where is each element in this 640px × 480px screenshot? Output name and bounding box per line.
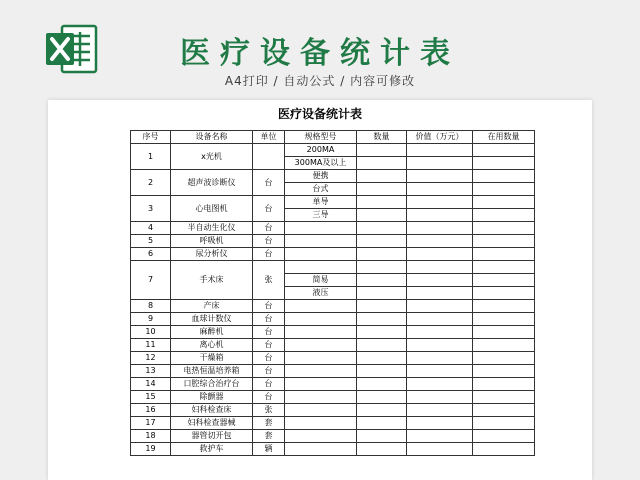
quantity-cell[interactable] [357, 352, 407, 365]
row-number-cell[interactable]: 3 [131, 196, 171, 222]
spec-cell[interactable] [285, 300, 357, 313]
spec-cell[interactable] [285, 404, 357, 417]
page-subtitle: A4打印 / 自动公式 / 内容可修改 [224, 74, 416, 88]
value-cell[interactable] [407, 183, 473, 196]
in-use-cell[interactable] [473, 261, 535, 274]
quantity-cell[interactable] [357, 248, 407, 261]
unit-cell[interactable]: 张 [253, 404, 285, 417]
unit-cell[interactable]: 台 [253, 222, 285, 235]
column-header[interactable]: 规格型号 [285, 131, 357, 144]
table-row [131, 170, 535, 183]
spec-cell[interactable] [285, 248, 357, 261]
column-header[interactable]: 单位 [253, 131, 285, 144]
quantity-cell[interactable] [357, 391, 407, 404]
value-cell[interactable] [407, 261, 473, 274]
row-number-cell[interactable]: 16 [131, 404, 171, 417]
spec-cell[interactable] [285, 443, 357, 456]
table-row [131, 352, 535, 365]
equipment-name-cell[interactable]: 呼吸机 [171, 235, 253, 248]
row-number-cell[interactable]: 19 [131, 443, 171, 456]
equipment-name-cell[interactable]: 血球计数仪 [171, 313, 253, 326]
in-use-cell[interactable] [473, 222, 535, 235]
unit-cell[interactable]: 台 [253, 352, 285, 365]
equipment-name-cell[interactable]: x光机 [171, 144, 253, 170]
header-row [131, 131, 535, 144]
banner-header [0, 0, 640, 100]
in-use-cell[interactable] [473, 326, 535, 339]
value-cell[interactable] [407, 313, 473, 326]
unit-cell[interactable]: 台 [253, 391, 285, 404]
unit-cell[interactable]: 套 [253, 417, 285, 430]
in-use-cell[interactable] [473, 365, 535, 378]
row-number-cell[interactable]: 14 [131, 378, 171, 391]
unit-cell[interactable]: 台 [253, 339, 285, 352]
quantity-cell[interactable] [357, 287, 407, 300]
sheet-title: 医疗设备统计表 [277, 107, 362, 121]
table-row [131, 300, 535, 313]
spec-cell[interactable] [285, 378, 357, 391]
row-number-cell[interactable]: 11 [131, 339, 171, 352]
unit-cell[interactable]: 台 [253, 170, 285, 196]
table-row [131, 196, 535, 209]
equipment-name-cell[interactable]: 心电图机 [171, 196, 253, 222]
quantity-cell[interactable] [357, 339, 407, 352]
unit-cell[interactable]: 台 [253, 365, 285, 378]
in-use-cell[interactable] [473, 235, 535, 248]
quantity-cell[interactable] [357, 222, 407, 235]
row-number-cell[interactable]: 18 [131, 430, 171, 443]
unit-cell[interactable]: 台 [253, 378, 285, 391]
table-row [131, 248, 535, 261]
column-header[interactable]: 设备名称 [171, 131, 253, 144]
spec-cell[interactable] [285, 391, 357, 404]
quantity-cell[interactable] [357, 183, 407, 196]
value-cell[interactable] [407, 157, 473, 170]
row-number-cell[interactable]: 17 [131, 417, 171, 430]
quantity-cell[interactable] [357, 365, 407, 378]
equipment-table [130, 130, 535, 456]
spec-cell[interactable] [285, 365, 357, 378]
in-use-cell[interactable] [473, 417, 535, 430]
equipment-name-cell[interactable]: 手术床 [171, 261, 253, 300]
unit-cell[interactable]: 台 [253, 313, 285, 326]
equipment-name-cell[interactable]: 除颤器 [171, 391, 253, 404]
unit-cell[interactable]: 张 [253, 261, 285, 300]
value-cell[interactable] [407, 144, 473, 157]
spec-cell[interactable]: 三导 [285, 209, 357, 222]
value-cell[interactable] [407, 235, 473, 248]
unit-cell[interactable]: 台 [253, 235, 285, 248]
in-use-cell[interactable] [473, 300, 535, 313]
equipment-name-cell[interactable]: 尿分析仪 [171, 248, 253, 261]
spec-cell[interactable] [285, 326, 357, 339]
unit-cell[interactable]: 套 [253, 430, 285, 443]
spec-cell[interactable] [285, 352, 357, 365]
in-use-cell[interactable] [473, 157, 535, 170]
quantity-cell[interactable] [357, 209, 407, 222]
quantity-cell[interactable] [357, 404, 407, 417]
spreadsheet-page [48, 100, 592, 480]
quantity-cell[interactable] [357, 300, 407, 313]
row-number-cell[interactable]: 12 [131, 352, 171, 365]
spec-cell[interactable]: 单导 [285, 196, 357, 209]
value-cell[interactable] [407, 404, 473, 417]
in-use-cell[interactable] [473, 313, 535, 326]
equipment-name-cell[interactable]: 干燥箱 [171, 352, 253, 365]
equipment-name-cell[interactable]: 器管切开包 [171, 430, 253, 443]
equipment-name-cell[interactable]: 离心机 [171, 339, 253, 352]
spec-cell[interactable]: 简易 [285, 274, 357, 287]
spec-cell[interactable] [285, 417, 357, 430]
table-row [131, 443, 535, 456]
unit-cell[interactable]: 台 [253, 300, 285, 313]
table-row [131, 222, 535, 235]
in-use-cell[interactable] [473, 144, 535, 157]
quantity-cell[interactable] [357, 144, 407, 157]
row-number-cell[interactable]: 8 [131, 300, 171, 313]
spec-cell[interactable]: 300MA及以上 [285, 157, 357, 170]
table-row [131, 404, 535, 417]
quantity-cell[interactable] [357, 274, 407, 287]
row-number-cell[interactable]: 10 [131, 326, 171, 339]
unit-cell[interactable]: 台 [253, 248, 285, 261]
quantity-cell[interactable] [357, 196, 407, 209]
quantity-cell[interactable] [357, 417, 407, 430]
value-cell[interactable] [407, 209, 473, 222]
in-use-cell[interactable] [473, 378, 535, 391]
column-header[interactable]: 价值（万元） [407, 131, 473, 144]
in-use-cell[interactable] [473, 352, 535, 365]
equipment-name-cell[interactable]: 口腔综合治疗台 [171, 378, 253, 391]
value-cell[interactable] [407, 196, 473, 209]
equipment-name-cell[interactable]: 电热恒温培养箱 [171, 365, 253, 378]
spec-cell[interactable] [285, 313, 357, 326]
table-row [131, 144, 535, 157]
value-cell[interactable] [407, 248, 473, 261]
row-number-cell[interactable]: 9 [131, 313, 171, 326]
value-cell[interactable] [407, 417, 473, 430]
value-cell[interactable] [407, 365, 473, 378]
value-cell[interactable] [407, 339, 473, 352]
quantity-cell[interactable] [357, 170, 407, 183]
row-number-cell[interactable]: 2 [131, 170, 171, 196]
quantity-cell[interactable] [357, 378, 407, 391]
quantity-cell[interactable] [357, 326, 407, 339]
quantity-cell[interactable] [357, 235, 407, 248]
page-title: 医疗设备统计表 [180, 36, 460, 71]
value-cell[interactable] [407, 391, 473, 404]
value-cell[interactable] [407, 287, 473, 300]
equipment-name-cell[interactable]: 产床 [171, 300, 253, 313]
in-use-cell[interactable] [473, 430, 535, 443]
unit-cell[interactable] [253, 144, 285, 170]
in-use-cell[interactable] [473, 170, 535, 183]
row-number-cell[interactable]: 1 [131, 144, 171, 170]
table-row [131, 417, 535, 430]
column-header[interactable]: 数量 [357, 131, 407, 144]
row-number-cell[interactable]: 7 [131, 261, 171, 300]
spec-cell[interactable] [285, 235, 357, 248]
row-number-cell[interactable]: 13 [131, 365, 171, 378]
equipment-name-cell[interactable]: 麻醉机 [171, 326, 253, 339]
value-cell[interactable] [407, 326, 473, 339]
value-cell[interactable] [407, 300, 473, 313]
value-cell[interactable] [407, 352, 473, 365]
quantity-cell[interactable] [357, 313, 407, 326]
spec-cell[interactable] [285, 261, 357, 274]
spec-cell[interactable] [285, 339, 357, 352]
table-row [131, 378, 535, 391]
column-header[interactable]: 序号 [131, 131, 171, 144]
table-row [131, 391, 535, 404]
table-row [131, 430, 535, 443]
spec-cell[interactable]: 便携 [285, 170, 357, 183]
table-row [131, 261, 535, 274]
in-use-cell[interactable] [473, 183, 535, 196]
unit-cell[interactable]: 辆 [253, 443, 285, 456]
in-use-cell[interactable] [473, 196, 535, 209]
value-cell[interactable] [407, 274, 473, 287]
equipment-name-cell[interactable]: 超声波诊断仪 [171, 170, 253, 196]
in-use-cell[interactable] [473, 404, 535, 417]
table-row [131, 313, 535, 326]
equipment-name-cell[interactable]: 妇科检查器械 [171, 417, 253, 430]
unit-cell[interactable]: 台 [253, 326, 285, 339]
in-use-cell[interactable] [473, 274, 535, 287]
value-cell[interactable] [407, 443, 473, 456]
quantity-cell[interactable] [357, 430, 407, 443]
quantity-cell[interactable] [357, 261, 407, 274]
table-row [131, 365, 535, 378]
row-number-cell[interactable]: 4 [131, 222, 171, 235]
row-number-cell[interactable]: 5 [131, 235, 171, 248]
value-cell[interactable] [407, 430, 473, 443]
row-number-cell[interactable]: 15 [131, 391, 171, 404]
spec-cell[interactable] [285, 222, 357, 235]
spec-cell[interactable]: 台式 [285, 183, 357, 196]
value-cell[interactable] [407, 378, 473, 391]
equipment-name-cell[interactable]: 半自动生化仪 [171, 222, 253, 235]
spec-cell[interactable]: 200MA [285, 144, 357, 157]
in-use-cell[interactable] [473, 391, 535, 404]
equipment-name-cell[interactable]: 救护车 [171, 443, 253, 456]
column-header[interactable]: 在用数量 [473, 131, 535, 144]
table-row [131, 326, 535, 339]
table-row [131, 339, 535, 352]
in-use-cell[interactable] [473, 443, 535, 456]
quantity-cell[interactable] [357, 157, 407, 170]
table-row [131, 235, 535, 248]
unit-cell[interactable]: 台 [253, 196, 285, 222]
equipment-name-cell[interactable]: 妇科检查床 [171, 404, 253, 417]
row-number-cell[interactable]: 6 [131, 248, 171, 261]
in-use-cell[interactable] [473, 248, 535, 261]
quantity-cell[interactable] [357, 443, 407, 456]
value-cell[interactable] [407, 222, 473, 235]
in-use-cell[interactable] [473, 339, 535, 352]
in-use-cell[interactable] [473, 287, 535, 300]
spec-cell[interactable] [285, 430, 357, 443]
in-use-cell[interactable] [473, 209, 535, 222]
value-cell[interactable] [407, 170, 473, 183]
spec-cell[interactable]: 液压 [285, 287, 357, 300]
